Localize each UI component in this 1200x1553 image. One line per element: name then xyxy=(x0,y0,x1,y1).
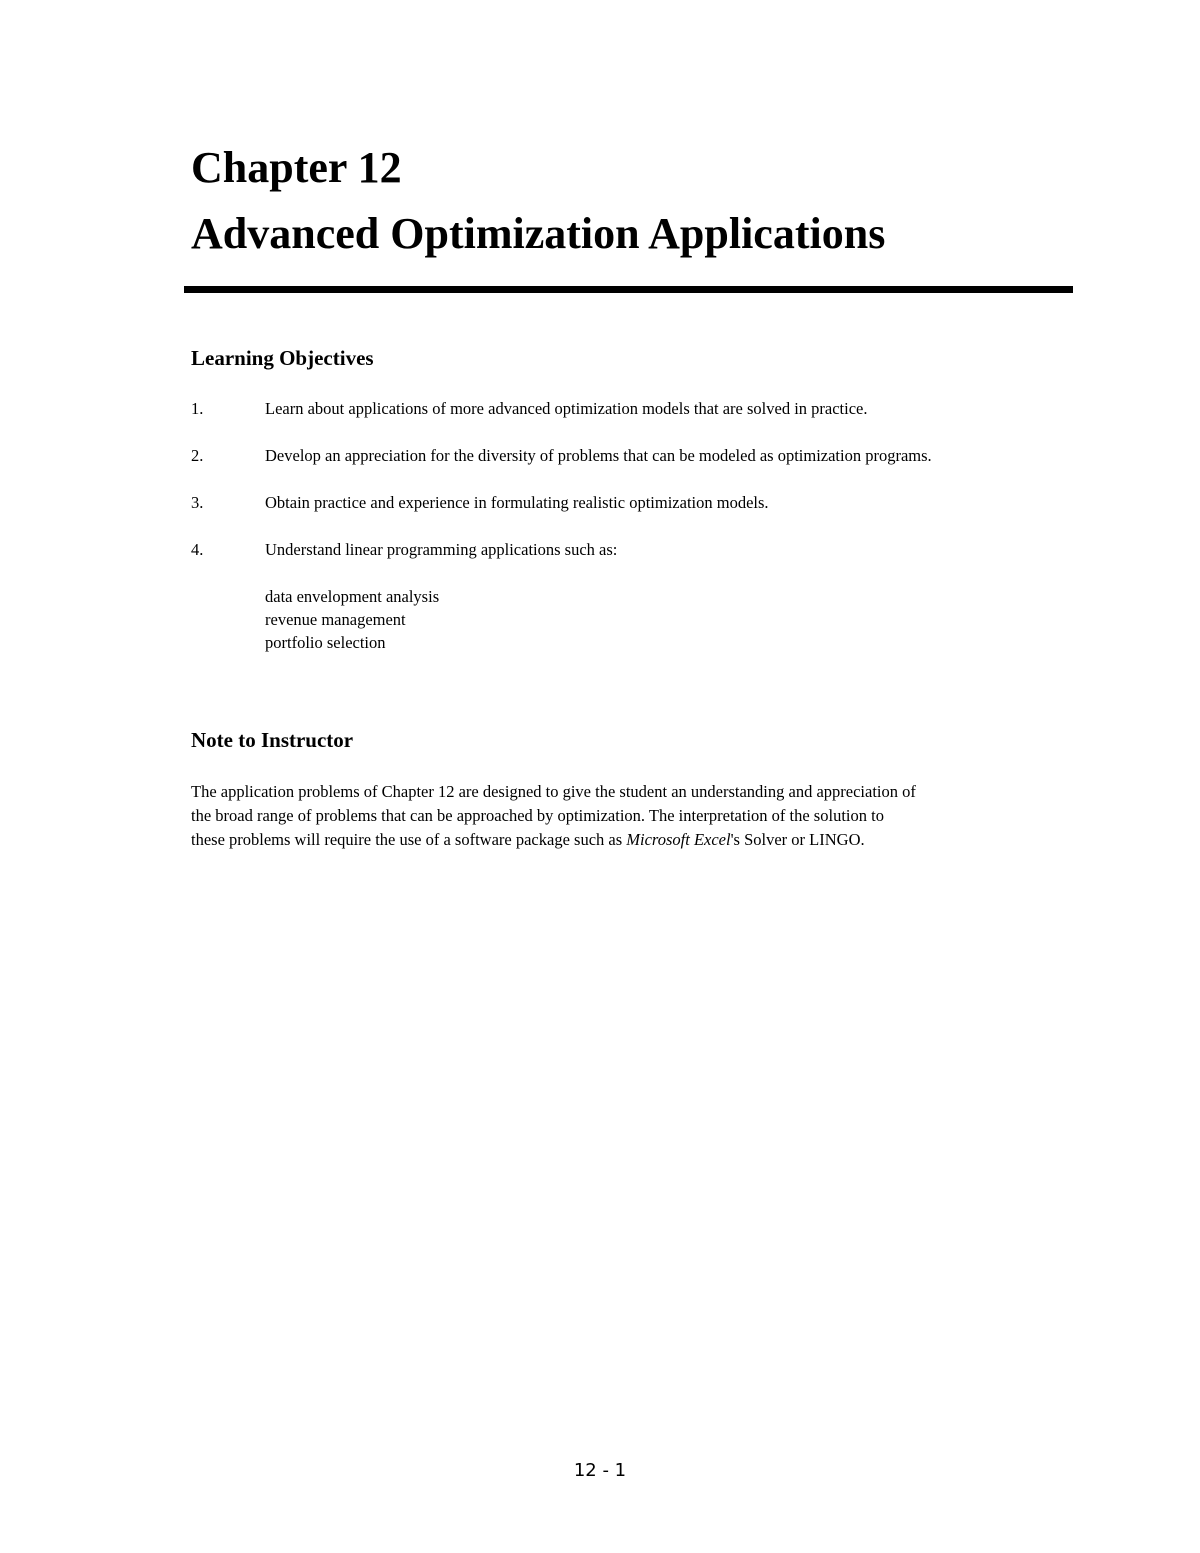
objective-text: Develop an appreciation for the diversity of problems that can be modeled as optimization programs. xyxy=(265,446,932,465)
note-line xyxy=(191,828,1061,852)
objective-number: 1. xyxy=(191,399,204,418)
application-list-item: data envelopment analysis xyxy=(265,587,440,606)
note-text: these problems will require the use of a software package such as xyxy=(191,830,627,849)
chapter-number: Chapter 12 xyxy=(191,143,402,192)
objective-text: Learn about applications of more advanced optimization models that are solved in practice. xyxy=(265,399,868,418)
objective-text: Understand linear programming applications such as: xyxy=(265,540,618,559)
learning-objectives-heading: Learning Objectives xyxy=(191,346,374,370)
application-list-item: revenue management xyxy=(265,610,406,629)
objective-number: 2. xyxy=(191,446,204,465)
application-list-item: portfolio selection xyxy=(265,633,386,652)
objective-number: 4. xyxy=(191,540,204,559)
objective-number: 3. xyxy=(191,493,204,512)
chapter-title: Advanced Optimization Applications xyxy=(191,209,886,258)
title-divider xyxy=(184,286,1073,293)
note-text: 's Solver or LINGO. xyxy=(730,830,865,849)
note-paragraph xyxy=(191,780,1061,852)
objective-text: Obtain practice and experience in formulating realistic optimization models. xyxy=(265,493,769,512)
software-name: Microsoft Excel xyxy=(626,830,731,849)
note-line: the broad range of problems that can be approached by optimization. The interpretation of the solution to xyxy=(191,806,884,825)
note-to-instructor-heading: Note to Instructor xyxy=(191,728,354,752)
page-number: 12 - 1 xyxy=(573,1460,627,1481)
note-line: The application problems of Chapter 12 are designed to give the student an understanding and appreciation of xyxy=(191,782,916,801)
